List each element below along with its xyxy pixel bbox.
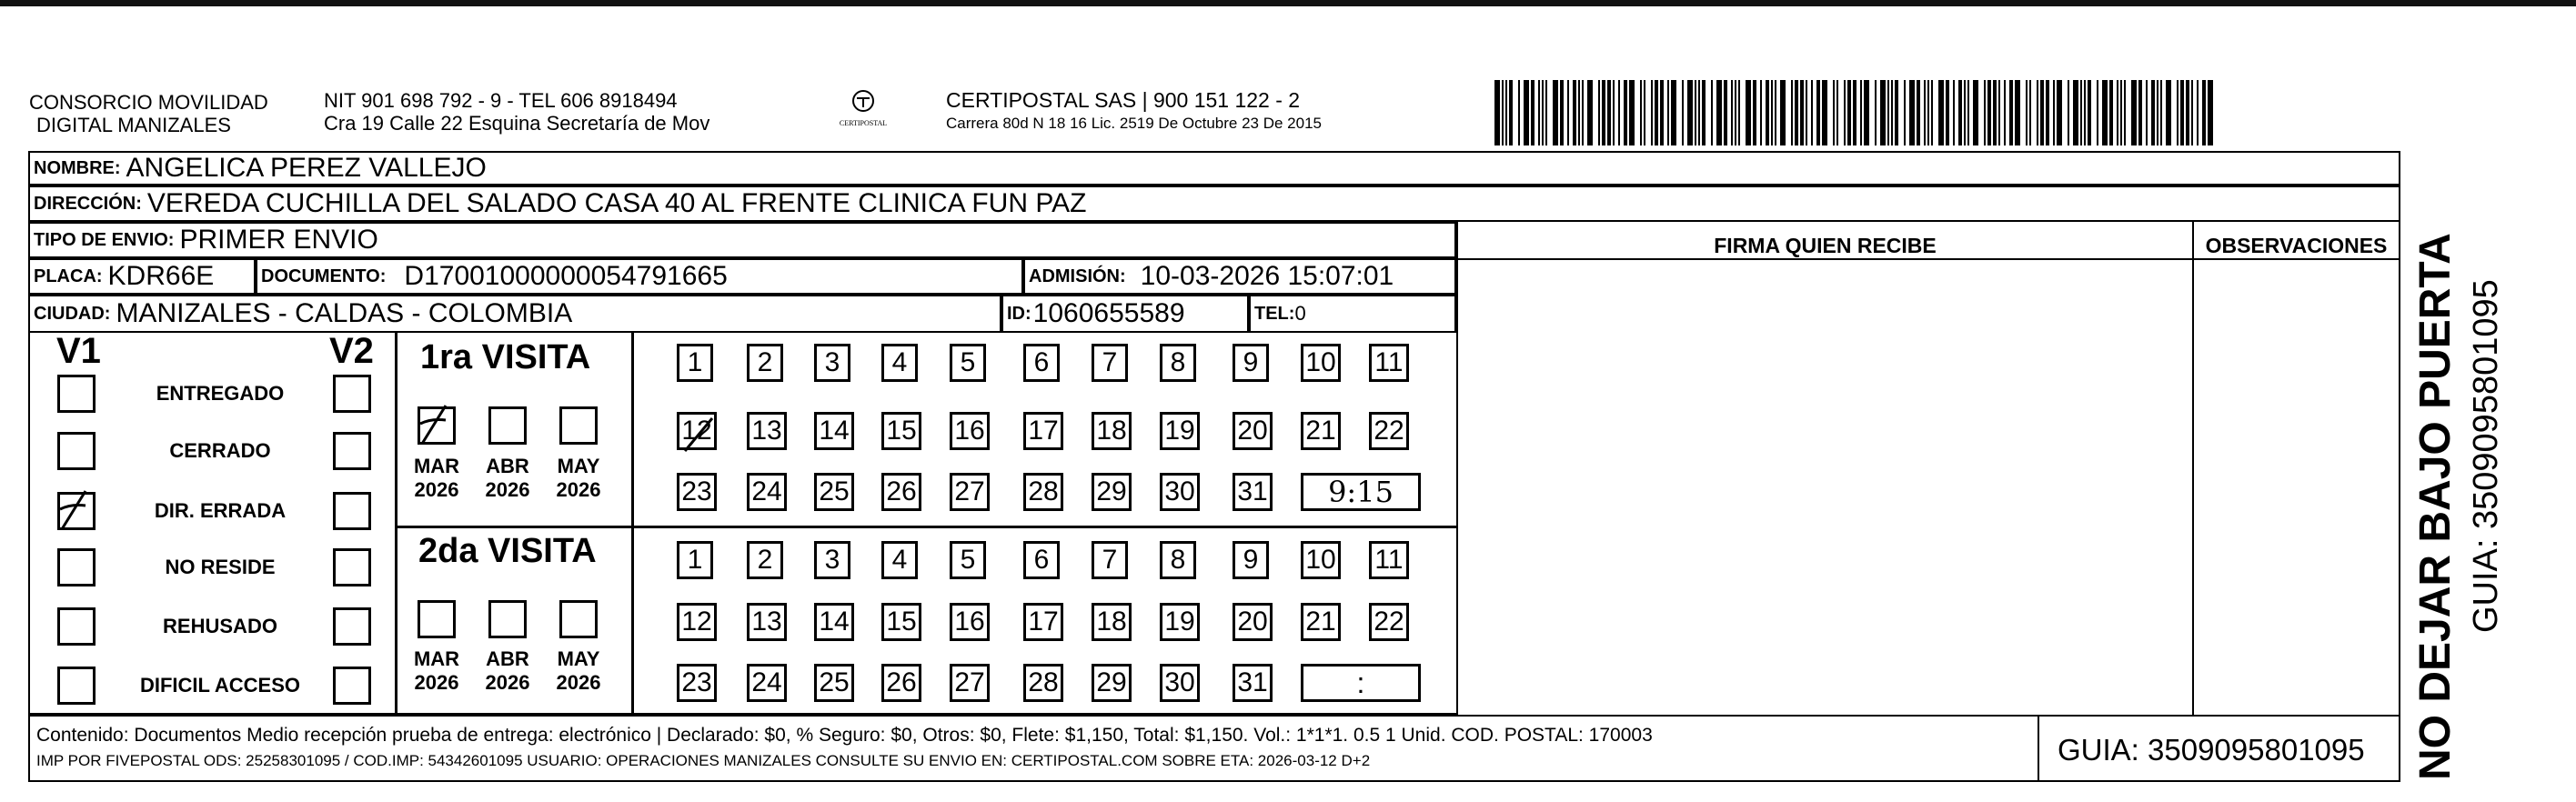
v2-checkbox-6[interactable] bbox=[333, 667, 371, 705]
visit2-day-2[interactable] bbox=[747, 541, 783, 579]
day-number: 19 bbox=[1164, 416, 1195, 446]
visit1-day-25[interactable] bbox=[814, 473, 854, 511]
tipo-envio-value: PRIMER ENVIO bbox=[179, 225, 378, 255]
day-number: 23 bbox=[681, 476, 712, 506]
day-number: 14 bbox=[819, 607, 850, 637]
direccion-value: VEREDA CUCHILLA DEL SALADO CASA 40 AL FRENTE CLINICA FUN PAZ bbox=[146, 188, 1087, 218]
v1-checkbox-6[interactable] bbox=[57, 667, 96, 705]
visit1-day-1[interactable] bbox=[677, 344, 713, 382]
time-value: : bbox=[1356, 666, 1365, 699]
day-number: 7 bbox=[1102, 545, 1118, 575]
month-name: MAR bbox=[413, 455, 460, 477]
tel-label: TEL: bbox=[1254, 303, 1295, 324]
nombre-value: ANGELICA PEREZ VALLEJO bbox=[126, 153, 487, 183]
status-label: DIFICIL ACCESO bbox=[139, 674, 300, 697]
visit1-day-4[interactable] bbox=[881, 344, 918, 382]
company-name: CONSORCIO MOVILIDAD DIGITAL MANIZALES bbox=[29, 91, 268, 136]
day-number: 29 bbox=[1096, 476, 1127, 506]
ciudad-cell bbox=[28, 295, 1001, 333]
v2-checkbox-2[interactable] bbox=[333, 432, 371, 470]
day-number: 4 bbox=[891, 347, 908, 377]
v2-checkbox-4[interactable] bbox=[333, 548, 371, 586]
day-number: 27 bbox=[954, 476, 985, 506]
visit2-month-label bbox=[400, 647, 473, 695]
day-number: 2 bbox=[757, 545, 773, 575]
id-cell bbox=[1001, 295, 1249, 333]
day-number: 10 bbox=[1305, 347, 1336, 377]
visit2-day-6[interactable] bbox=[1023, 541, 1060, 579]
visit1-day-7[interactable] bbox=[1092, 344, 1128, 382]
status-label: DIR. ERRADA bbox=[154, 499, 287, 522]
visit2-month-checkbox-1[interactable] bbox=[418, 600, 456, 638]
day-number: 13 bbox=[751, 416, 782, 446]
footer-impresion: IMP POR FIVEPOSTAL ODS: 25258301095 / COD.IMP: 54342601095 USUARIO: OPERACIONES MANIZALES CONSULTE SU ENVIO EN: CERTIPOSTAL.COM SOBRE ETA: 2026-03-12 D+2 bbox=[36, 752, 1371, 769]
visit2-day-11[interactable] bbox=[1369, 541, 1409, 579]
visit1-day-26[interactable] bbox=[881, 473, 921, 511]
day-number: 30 bbox=[1164, 667, 1195, 697]
company-contact: NIT 901 698 792 - 9 - TEL 606 8918494 Cra 19 Calle 22 Esquina Secretaría de Mov bbox=[324, 89, 710, 135]
documento-cell bbox=[256, 258, 1023, 295]
visit2-day-30[interactable] bbox=[1160, 664, 1200, 702]
tipo-envio-row bbox=[28, 222, 1456, 258]
day-number: 8 bbox=[1170, 347, 1186, 377]
visit2-day-7[interactable] bbox=[1092, 541, 1128, 579]
top-border bbox=[0, 0, 2576, 6]
certipostal-logo: CERTIPOSTAL bbox=[835, 87, 891, 142]
day-number: 1 bbox=[687, 545, 703, 575]
visit2-day-25[interactable] bbox=[814, 664, 854, 702]
status-divider bbox=[395, 333, 397, 715]
visit1-day-13[interactable] bbox=[747, 412, 787, 450]
visit1-day-23[interactable] bbox=[677, 473, 717, 511]
day-number: 21 bbox=[1305, 416, 1336, 446]
certipostal-info: CERTIPOSTAL SAS | 900 151 122 - 2 Carrera 80d N 18 16 Lic. 2519 De Octubre 23 De 2015 bbox=[946, 88, 1322, 132]
day-number: 26 bbox=[886, 476, 917, 506]
day-number: 28 bbox=[1028, 667, 1059, 697]
visit2-day-1[interactable] bbox=[677, 541, 713, 579]
month-name: ABR bbox=[486, 455, 529, 477]
day-number: 25 bbox=[819, 476, 850, 506]
visit1-month-label bbox=[542, 455, 615, 502]
visit2-day-9[interactable] bbox=[1233, 541, 1269, 579]
status-label: ENTREGADO bbox=[156, 382, 285, 405]
visit1-time-field[interactable] bbox=[1301, 473, 1421, 511]
day-number: 6 bbox=[1033, 347, 1050, 377]
placa-label: PLACA: bbox=[34, 266, 103, 286]
visit2-day-19[interactable] bbox=[1160, 603, 1200, 641]
side-guia: GUIA: 3509095801095 bbox=[2467, 279, 2505, 633]
visit2-day-21[interactable] bbox=[1301, 603, 1341, 641]
id-value: 1060655589 bbox=[1032, 298, 1185, 328]
visit1-day-11[interactable] bbox=[1369, 344, 1409, 382]
visit1-day-5[interactable] bbox=[950, 344, 986, 382]
visit-divider bbox=[395, 526, 1458, 528]
visit1-day-22[interactable] bbox=[1369, 412, 1409, 450]
status-label: NO RESIDE bbox=[165, 556, 276, 578]
day-number: 2 bbox=[757, 347, 773, 377]
month-name: MAR bbox=[413, 647, 460, 670]
months-divider bbox=[631, 333, 634, 715]
visit1-day-14[interactable] bbox=[814, 412, 854, 450]
day-number: 20 bbox=[1237, 607, 1268, 637]
day-number: 20 bbox=[1237, 416, 1268, 446]
day-number: 23 bbox=[681, 667, 712, 697]
visit2-month-checkbox-3[interactable] bbox=[559, 600, 598, 638]
visit1-day-29[interactable] bbox=[1092, 473, 1132, 511]
visit1-day-15[interactable] bbox=[881, 412, 921, 450]
day-number: 14 bbox=[819, 416, 850, 446]
visit2-day-29[interactable] bbox=[1092, 664, 1132, 702]
visit1-month-label bbox=[400, 455, 473, 502]
month-year: 2026 bbox=[556, 478, 601, 501]
visit1-day-20[interactable] bbox=[1233, 412, 1273, 450]
documento-value: D17001000000054791665 bbox=[404, 261, 728, 291]
day-number: 22 bbox=[1374, 607, 1404, 637]
visit2-day-20[interactable] bbox=[1233, 603, 1273, 641]
day-number: 29 bbox=[1096, 667, 1127, 697]
visit2-time-field[interactable] bbox=[1301, 664, 1421, 702]
visit1-day-9[interactable] bbox=[1233, 344, 1269, 382]
visit1-day-24[interactable] bbox=[747, 473, 787, 511]
footer-divider bbox=[2038, 715, 2039, 782]
visit2-day-16[interactable] bbox=[950, 603, 990, 641]
visit1-day-3[interactable] bbox=[814, 344, 850, 382]
visit2-title: 2da VISITA bbox=[418, 532, 597, 570]
day-number: 24 bbox=[751, 667, 782, 697]
column-header-line bbox=[1456, 258, 2400, 260]
day-number: 15 bbox=[886, 416, 917, 446]
handwritten-check-icon bbox=[418, 404, 455, 447]
visit2-day-22[interactable] bbox=[1369, 603, 1409, 641]
visit2-day-3[interactable] bbox=[814, 541, 850, 579]
day-number: 31 bbox=[1237, 476, 1268, 506]
ciudad-label: CIUDAD: bbox=[34, 303, 111, 324]
day-number: 18 bbox=[1096, 416, 1127, 446]
visit2-day-31[interactable] bbox=[1233, 664, 1273, 702]
day-number: 17 bbox=[1028, 416, 1059, 446]
day-number: 9 bbox=[1243, 347, 1259, 377]
visit1-day-8[interactable] bbox=[1160, 344, 1196, 382]
day-number: 27 bbox=[954, 667, 985, 697]
visit2-month-label bbox=[471, 647, 544, 695]
day-number: 3 bbox=[824, 545, 840, 575]
documento-label: DOCUMENTO: bbox=[261, 266, 387, 286]
day-number: 12 bbox=[681, 416, 712, 446]
logo-emblem-icon bbox=[850, 87, 877, 115]
visit1-day-6[interactable] bbox=[1023, 344, 1060, 382]
visit2-day-13[interactable] bbox=[747, 603, 787, 641]
day-number: 5 bbox=[960, 545, 976, 575]
status-label: REHUSADO bbox=[163, 615, 277, 637]
visit2-day-17[interactable] bbox=[1023, 603, 1063, 641]
visit2-day-4[interactable] bbox=[881, 541, 918, 579]
day-number: 1 bbox=[687, 347, 703, 377]
day-number: 4 bbox=[891, 545, 908, 575]
footer-guia: GUIA: 3509095801095 bbox=[2058, 733, 2365, 767]
day-number: 16 bbox=[954, 607, 985, 637]
visit2-day-12[interactable] bbox=[677, 603, 717, 641]
month-name: ABR bbox=[486, 647, 529, 670]
day-number: 6 bbox=[1033, 545, 1050, 575]
nombre-label: NOMBRE: bbox=[34, 157, 121, 178]
id-label: ID: bbox=[1007, 303, 1031, 324]
admision-cell bbox=[1023, 258, 1456, 295]
month-name: MAY bbox=[557, 647, 600, 670]
visit1-day-18[interactable] bbox=[1092, 412, 1132, 450]
day-number: 30 bbox=[1164, 476, 1195, 506]
month-year: 2026 bbox=[414, 478, 459, 501]
month-year: 2026 bbox=[485, 478, 530, 501]
tel-cell bbox=[1249, 295, 1456, 333]
ciudad-value: MANIZALES - CALDAS - COLOMBIA bbox=[116, 298, 573, 328]
day-number: 17 bbox=[1028, 607, 1059, 637]
v2-checkbox-5[interactable] bbox=[333, 607, 371, 646]
day-number: 13 bbox=[751, 607, 782, 637]
firma-header: FIRMA QUIEN RECIBE bbox=[1714, 234, 1937, 257]
observaciones-header: OBSERVACIONES bbox=[2205, 234, 2388, 257]
visit2-day-18[interactable] bbox=[1092, 603, 1132, 641]
visit1-month-checkbox-3[interactable] bbox=[559, 406, 598, 445]
visit2-day-28[interactable] bbox=[1023, 664, 1063, 702]
visit1-day-30[interactable] bbox=[1160, 473, 1200, 511]
day-number: 21 bbox=[1305, 607, 1336, 637]
day-number: 11 bbox=[1374, 347, 1404, 377]
visit1-day-10[interactable] bbox=[1301, 344, 1341, 382]
day-number: 5 bbox=[960, 347, 976, 377]
visit1-month-label bbox=[471, 455, 544, 502]
barcode bbox=[1494, 80, 2222, 145]
visit1-day-31[interactable] bbox=[1233, 473, 1273, 511]
day-number: 25 bbox=[819, 667, 850, 697]
visit2-day-27[interactable] bbox=[950, 664, 990, 702]
visit2-day-23[interactable] bbox=[677, 664, 717, 702]
v2-checkbox-3[interactable] bbox=[333, 492, 371, 530]
v1-checkbox-3[interactable] bbox=[57, 492, 96, 530]
visit1-day-17[interactable] bbox=[1023, 412, 1063, 450]
admision-value: 10-03-2026 15:07:01 bbox=[1140, 261, 1394, 291]
footer-contenido: Contenido: Documentos Medio recepción prueba de entrega: electrónico | Declarado: $0, % Seguro: $0, Otros: $0, Flete: $1,150, Total: $1,150. Vol.: 1*1*1. 0.5 1 Unid. COD. POSTAL: 170003 bbox=[36, 725, 1653, 746]
tipo-envio-label: TIPO DE ENVIO: bbox=[34, 229, 175, 250]
visit2-day-24[interactable] bbox=[747, 664, 787, 702]
firma-column bbox=[1456, 222, 1458, 715]
day-number: 22 bbox=[1374, 416, 1404, 446]
day-number: 19 bbox=[1164, 607, 1195, 637]
day-number: 31 bbox=[1237, 667, 1268, 697]
visit1-day-2[interactable] bbox=[747, 344, 783, 382]
day-number: 3 bbox=[824, 347, 840, 377]
day-number: 7 bbox=[1102, 347, 1118, 377]
tel-value: 0 bbox=[1294, 302, 1306, 325]
placa-cell bbox=[28, 258, 256, 295]
admision-label: ADMISIÓN: bbox=[1029, 266, 1126, 286]
visit1-day-27[interactable] bbox=[950, 473, 990, 511]
visit2-day-14[interactable] bbox=[814, 603, 854, 641]
v1-checkbox-2[interactable] bbox=[57, 432, 96, 470]
visit1-title: 1ra VISITA bbox=[420, 338, 591, 376]
v1-checkbox-1[interactable] bbox=[57, 375, 96, 413]
visit2-month-checkbox-2[interactable] bbox=[488, 600, 527, 638]
handwritten-check-icon bbox=[58, 489, 95, 533]
visit1-month-checkbox-2[interactable] bbox=[488, 406, 527, 445]
visit1-day-21[interactable] bbox=[1301, 412, 1341, 450]
month-year: 2026 bbox=[485, 671, 530, 694]
direccion-label: DIRECCIÓN: bbox=[34, 193, 142, 214]
day-number: 26 bbox=[886, 667, 917, 697]
status-label: CERRADO bbox=[169, 439, 271, 462]
visit2-day-10[interactable] bbox=[1301, 541, 1341, 579]
visit2-day-5[interactable] bbox=[950, 541, 986, 579]
day-number: 8 bbox=[1170, 545, 1186, 575]
direccion-row bbox=[28, 185, 2400, 222]
month-year: 2026 bbox=[556, 671, 601, 694]
v1-checkbox-5[interactable] bbox=[57, 607, 96, 646]
nombre-row bbox=[28, 151, 2400, 185]
day-number: 28 bbox=[1028, 476, 1059, 506]
v2-label: V2 bbox=[329, 331, 374, 371]
visit2-month-label bbox=[542, 647, 615, 695]
v1-label: V1 bbox=[56, 331, 101, 371]
visit1-month-checkbox-1[interactable] bbox=[418, 406, 456, 445]
visit2-day-15[interactable] bbox=[881, 603, 921, 641]
observaciones-column bbox=[2192, 222, 2194, 715]
v2-checkbox-1[interactable] bbox=[333, 375, 371, 413]
visit2-day-8[interactable] bbox=[1160, 541, 1196, 579]
right-frame bbox=[2399, 151, 2400, 715]
visit1-day-19[interactable] bbox=[1160, 412, 1200, 450]
day-number: 9 bbox=[1243, 545, 1259, 575]
visit1-day-12[interactable] bbox=[677, 412, 717, 450]
day-number: 10 bbox=[1305, 545, 1336, 575]
visit1-day-16[interactable] bbox=[950, 412, 990, 450]
placa-value: KDR66E bbox=[107, 261, 215, 291]
visit1-day-28[interactable] bbox=[1023, 473, 1063, 511]
month-year: 2026 bbox=[414, 671, 459, 694]
day-number: 11 bbox=[1374, 545, 1404, 575]
v1-checkbox-4[interactable] bbox=[57, 548, 96, 586]
time-value: 9:15 bbox=[1328, 475, 1394, 509]
visit2-day-26[interactable] bbox=[881, 664, 921, 702]
month-name: MAY bbox=[557, 455, 600, 477]
day-number: 12 bbox=[681, 607, 712, 637]
day-number: 24 bbox=[751, 476, 782, 506]
side-warning: NO DEJAR BAJO PUERTA bbox=[2411, 233, 2460, 780]
day-number: 16 bbox=[954, 416, 985, 446]
day-number: 18 bbox=[1096, 607, 1127, 637]
day-number: 15 bbox=[886, 607, 917, 637]
